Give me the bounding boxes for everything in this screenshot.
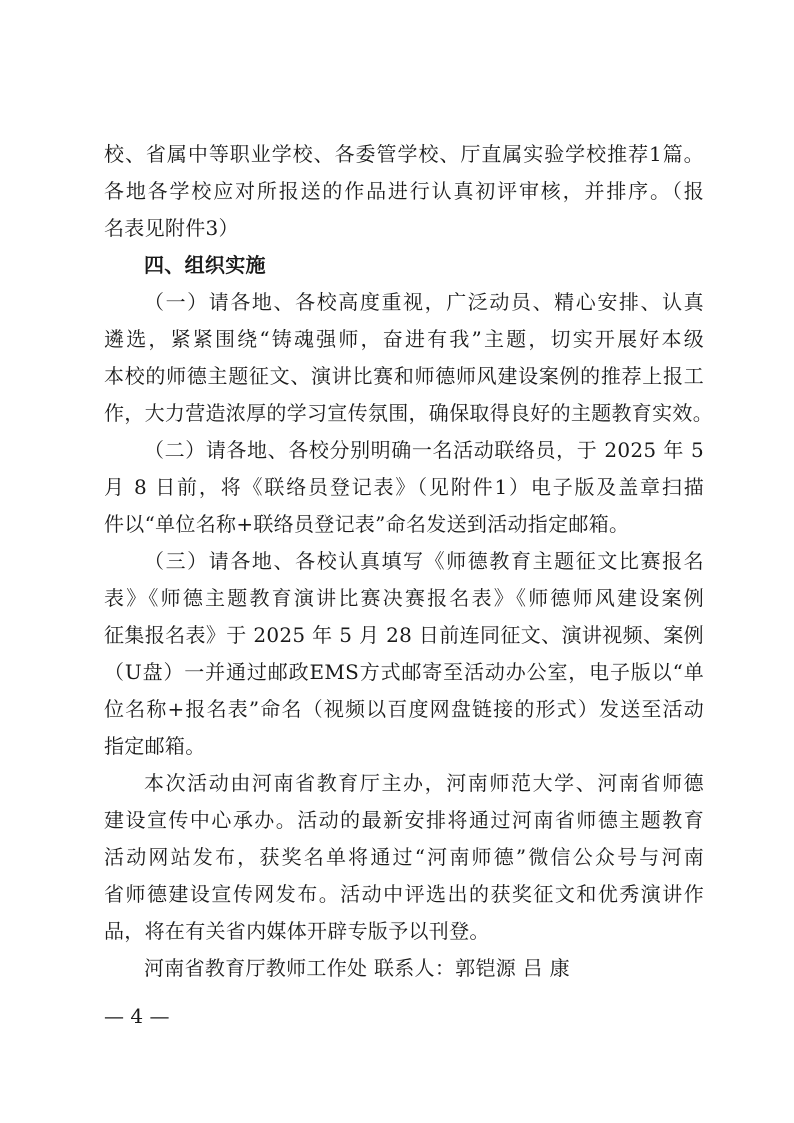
paragraph-line: 遴选，紧紧围绕“铸魂强师，奋进有我”主题，切实开展好本级	[104, 327, 704, 351]
paragraph-line: （二）请各地、各校分别明确一名活动联络员，于 2025 年 5	[144, 438, 704, 462]
section-heading: 四、组织实施	[144, 253, 266, 277]
paragraph-line: 省师德建设宣传网发布。活动中评选出的获奖征文和优秀演讲作	[104, 882, 704, 906]
paragraph-line: 表》《师德主题教育演讲比赛决赛报名表》《师德师风建设案例	[104, 586, 704, 610]
paragraph-line: 件以“单位名称+联络员登记表”命名发送到活动指定邮箱。	[104, 512, 630, 536]
paragraph-line: 名表见附件3）	[104, 216, 239, 240]
paragraph-line: 本校的师德主题征文、演讲比赛和师德师风建设案例的推荐上报工	[104, 364, 704, 388]
paragraph-line: 校、省属中等职业学校、各委管学校、厅直属实验学校推荐1篇。	[104, 142, 704, 166]
paragraph-line: 作，大力营造浓厚的学习宣传氛围，确保取得良好的主题教育实效。	[104, 401, 713, 425]
paragraph-line: （U盘）一并通过邮政EMS方式邮寄至活动办公室，电子版以“单	[104, 660, 704, 684]
paragraph-line: 活动网站发布，获奖名单将通过“河南师德”微信公众号与河南	[104, 845, 704, 869]
paragraph-line: 品，将在有关省内媒体开辟专版予以刊登。	[104, 919, 490, 943]
paragraph-line: （三）请各地、各校认真填写《师德教育主题征文比赛报名	[144, 549, 704, 573]
paragraph-line: 建设宣传中心承办。活动的最新安排将通过河南省师德主题教育	[104, 808, 704, 832]
paragraph-line: 位名称+报名表”命名（视频以百度网盘链接的形式）发送至活动	[104, 697, 704, 721]
paragraph-line: 各地各学校应对所报送的作品进行认真初评审核，并排序。（报	[104, 179, 704, 203]
paragraph-line: 本次活动由河南省教育厅主办，河南师范大学、河南省师德	[144, 771, 704, 795]
document-body	[104, 136, 713, 987]
paragraph-line: 月 8 日前，将《联络员登记表》（见附件1）电子版及盖章扫描	[104, 475, 704, 499]
paragraph-line: （一）请各地、各校高度重视，广泛动员、精心安排、认真	[144, 290, 704, 314]
paragraph-line: 指定邮箱。	[104, 734, 206, 758]
paragraph-line: 征集报名表》于 2025 年 5 月 28 日前连同征文、演讲视频、案例	[104, 623, 704, 647]
contact-line: 河南省教育厅教师工作处 联系人：郭铠源 吕 康	[144, 956, 570, 980]
page-number: — 4 —	[104, 1004, 170, 1028]
